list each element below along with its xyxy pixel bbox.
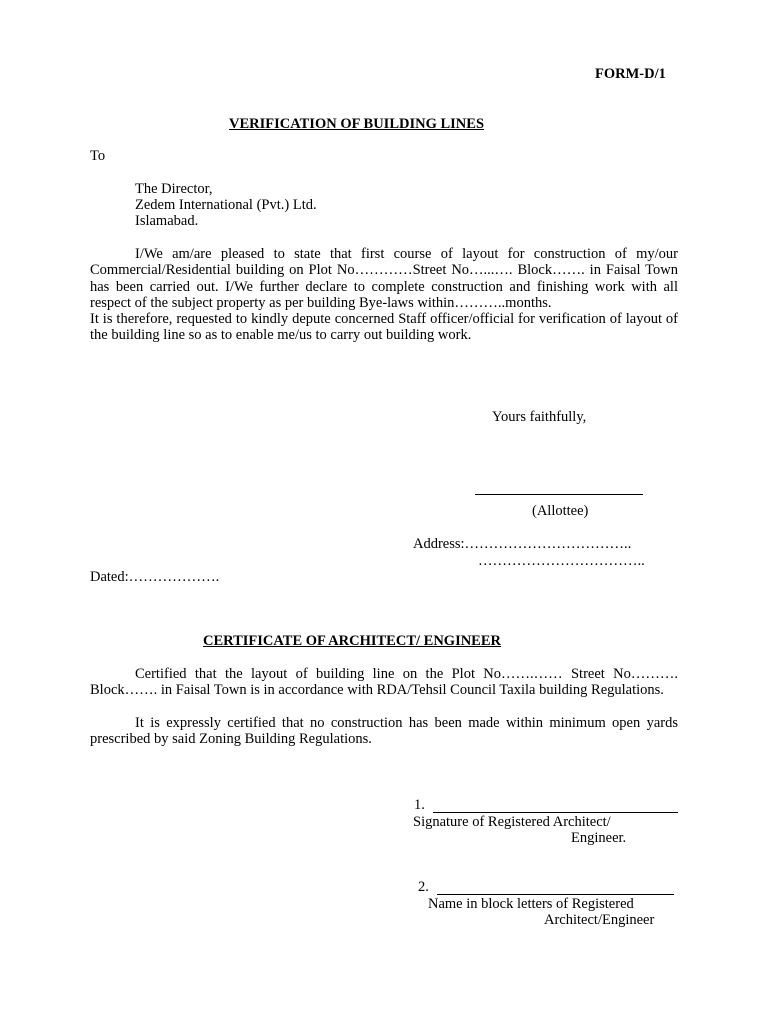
architect-signature-line <box>433 812 678 813</box>
closing-salutation: Yours faithfully, <box>492 409 587 425</box>
certificate-paragraph: Certified that the layout of building line on the Plot No…….…… Street No………. Block……. in Faisal Town is in accordance with RDA/Tehsil Council Taxila building Regulations. <box>90 666 678 699</box>
form-code: FORM-D/1 <box>595 66 666 82</box>
addressee-line: Zedem International (Pvt.) Ltd. <box>135 197 317 213</box>
request-paragraph: It is therefore, requested to kindly depute concerned Staff officer/official for verification of layout of the building line so as to enable me/us to carry out building work. <box>90 311 678 344</box>
signature-item-number: 2. <box>418 879 429 895</box>
certificate-paragraph: It is expressly certified that no construction has been made within minimum open yards prescribed by said Zoning Building Regulations. <box>90 714 678 747</box>
address-field-line2: …………………………….. <box>478 553 645 569</box>
signature-caption: Architect/Engineer <box>544 912 655 928</box>
allottee-label: (Allottee) <box>532 503 589 519</box>
addressee-line: Islamabad. <box>135 213 199 229</box>
architect-name-line <box>437 894 674 895</box>
addressee-line: The Director, <box>135 181 213 197</box>
address-field: Address:…………………………….. <box>413 536 632 552</box>
certificate-title: CERTIFICATE OF ARCHITECT/ ENGINEER <box>203 633 502 649</box>
certificate-body <box>90 666 678 747</box>
signature-caption: Engineer. <box>571 830 627 846</box>
signature-caption: Name in block letters of Registered <box>428 896 634 912</box>
signature-caption: Signature of Registered Architect/ <box>413 814 611 830</box>
request-body <box>90 246 678 344</box>
document-title: VERIFICATION OF BUILDING LINES <box>229 116 485 132</box>
signature-item-number: 1. <box>414 797 425 813</box>
dated-field: Dated:………………. <box>90 569 220 585</box>
to-label: To <box>90 148 106 164</box>
request-paragraph: I/We am/are pleased to state that first course of layout for construction of my/our Commercial/Residential building on Plot No…………Street No…...…. Block……. in Faisal Town has been carried out. I/We further declare to complete construction and finishing work with all respect of the subject property as per building Bye-laws within………..months. <box>90 246 678 311</box>
allottee-signature-line <box>475 494 643 495</box>
